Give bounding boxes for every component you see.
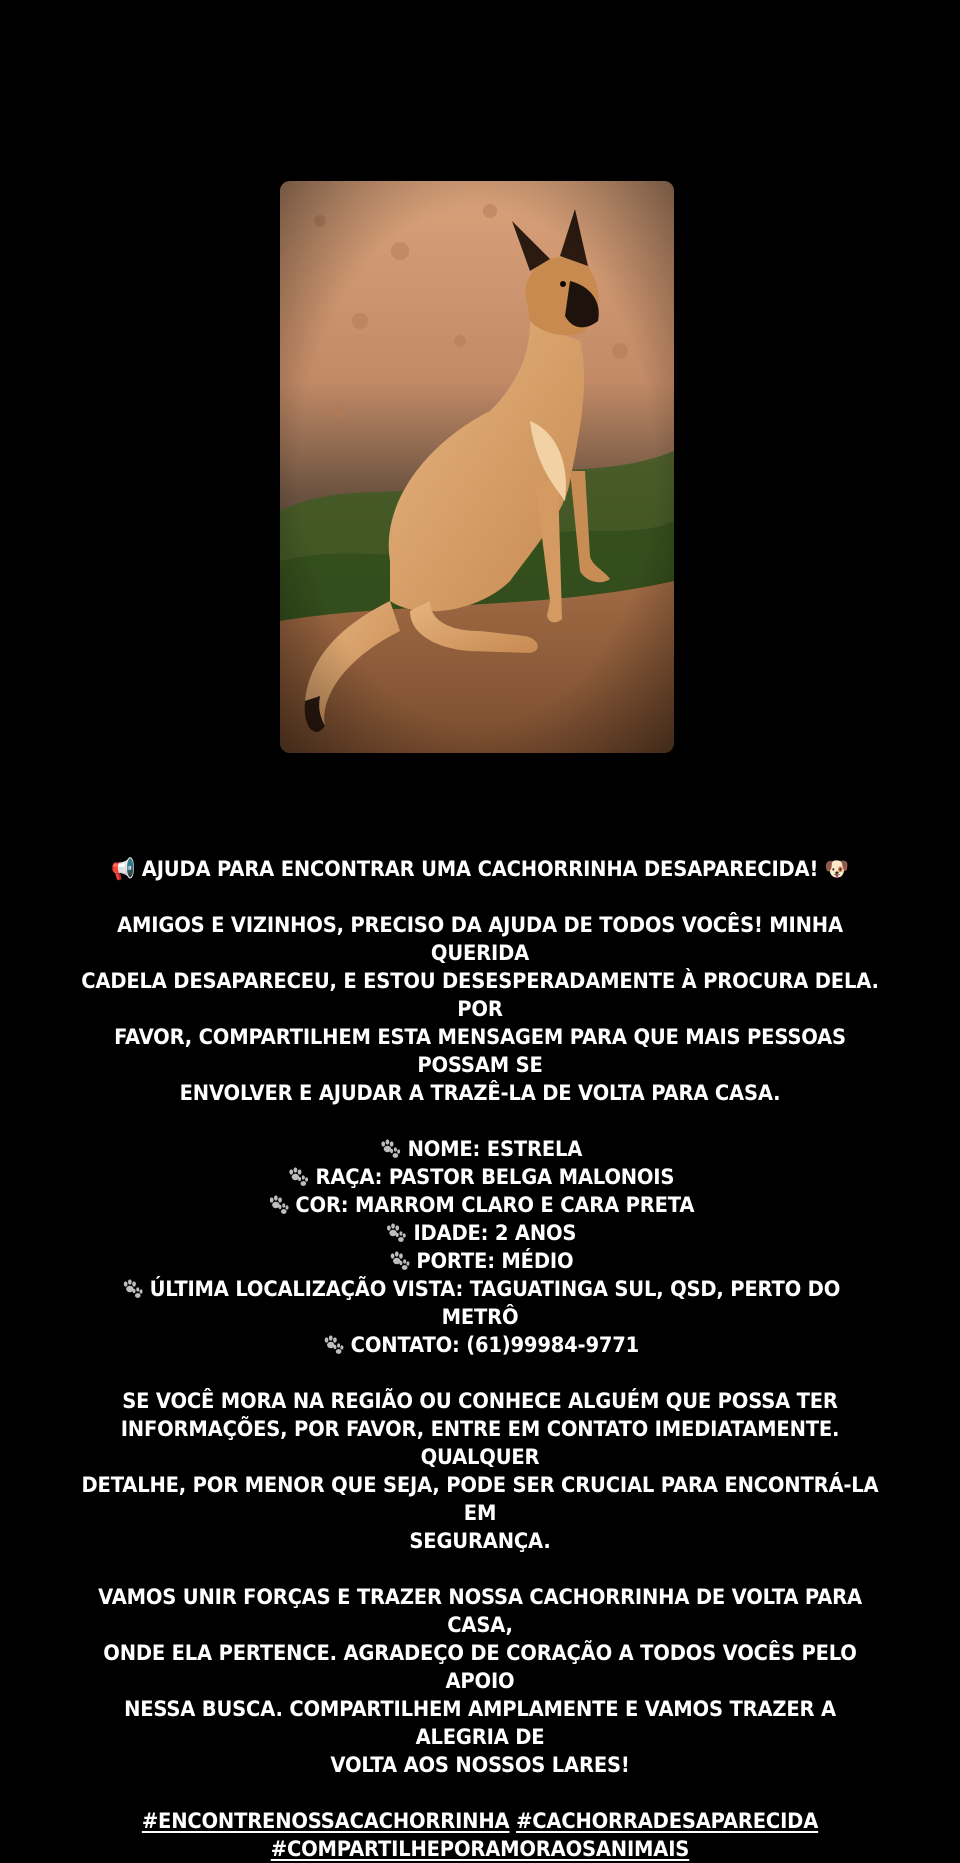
hashtags (80, 1807, 880, 1863)
detail-age: IDADE: 2 ANOS (80, 1219, 880, 1247)
paw-prints-icon (321, 1334, 345, 1354)
closing-line: VAMOS UNIR FORÇAS E TRAZER NOSSA CACHORRINHA DE VOLTA PARA CASA, (98, 1585, 862, 1637)
closing-line: VOLTA AOS NOSSOS LARES! (330, 1753, 630, 1777)
hashtag-link[interactable]: #COMPARTILHEPORAMORAOSANIMAIS (270, 1837, 690, 1861)
paw-prints-icon (384, 1222, 408, 1242)
request-line: SE VOCÊ MORA NA REGIÃO OU CONHECE ALGUÉM QUE POSSA TER (122, 1389, 838, 1413)
closing-line: NESSA BUSCA. COMPARTILHEM AMPLAMENTE E VAMOS TRAZER A ALEGRIA DE (124, 1697, 836, 1749)
detail-contact: CONTATO: (61)99984-9771 (80, 1331, 880, 1359)
headline (80, 855, 880, 883)
request-line: SEGURANÇA. (409, 1529, 551, 1553)
closing-paragraph (80, 1583, 880, 1779)
paw-prints-icon (387, 1250, 411, 1270)
dog-face-icon: 🐶 (824, 857, 849, 881)
intro-line: ENVOLVER E AJUDAR A TRAZÊ-LA DE VOLTA PARA CASA. (179, 1081, 781, 1105)
paw-prints-icon (378, 1138, 402, 1158)
details-list (80, 1135, 880, 1359)
hashtag-link[interactable]: #ENCONTRENOSSACACHORRINHA (141, 1809, 510, 1833)
hashtag-link[interactable]: #CACHORRADESAPARECIDA (516, 1809, 819, 1833)
headline-text: AJUDA PARA ENCONTRAR UMA CACHORRINHA DESAPARECIDA! (141, 857, 819, 881)
detail-last-seen: ÚLTIMA LOCALIZAÇÃO VISTA: TAGUATINGA SUL, QSD, PERTO DO METRÔ (80, 1275, 880, 1331)
intro-line: CADELA DESAPARECEU, E ESTOU DESESPERADAMENTE À PROCURA DELA. POR (81, 969, 879, 1021)
post-caption (80, 855, 880, 1863)
request-line: DETALHE, POR MENOR QUE SEJA, PODE SER CRUCIAL PARA ENCONTRÁ-LA EM (81, 1473, 879, 1525)
intro-line: AMIGOS E VIZINHOS, PRECISO DA AJUDA DE TODOS VOCÊS! MINHA QUERIDA (117, 913, 843, 965)
paw-prints-icon (286, 1166, 310, 1186)
intro-paragraph (80, 911, 880, 1107)
request-line: INFORMAÇÕES, POR FAVOR, ENTRE EM CONTATO IMEDIATAMENTE. QUALQUER (120, 1417, 840, 1469)
intro-line: FAVOR, COMPARTILHEM ESTA MENSAGEM PARA QUE MAIS PESSOAS POSSAM SE (114, 1025, 846, 1077)
request-paragraph (80, 1387, 880, 1555)
detail-breed: RAÇA: PASTOR BELGA MALONOIS (80, 1163, 880, 1191)
paw-prints-icon (266, 1194, 290, 1214)
detail-name: NOME: ESTRELA (80, 1135, 880, 1163)
detail-size: PORTE: MÉDIO (80, 1247, 880, 1275)
closing-line: ONDE ELA PERTENCE. AGRADEÇO DE CORAÇÃO A TODOS VOCÊS PELO APOIO (103, 1641, 857, 1693)
paw-prints-icon (120, 1278, 144, 1298)
megaphone-icon: 📢 (111, 857, 136, 881)
detail-color: COR: MARROM CLARO E CARA PRETA (80, 1191, 880, 1219)
dog-photo (280, 181, 674, 753)
